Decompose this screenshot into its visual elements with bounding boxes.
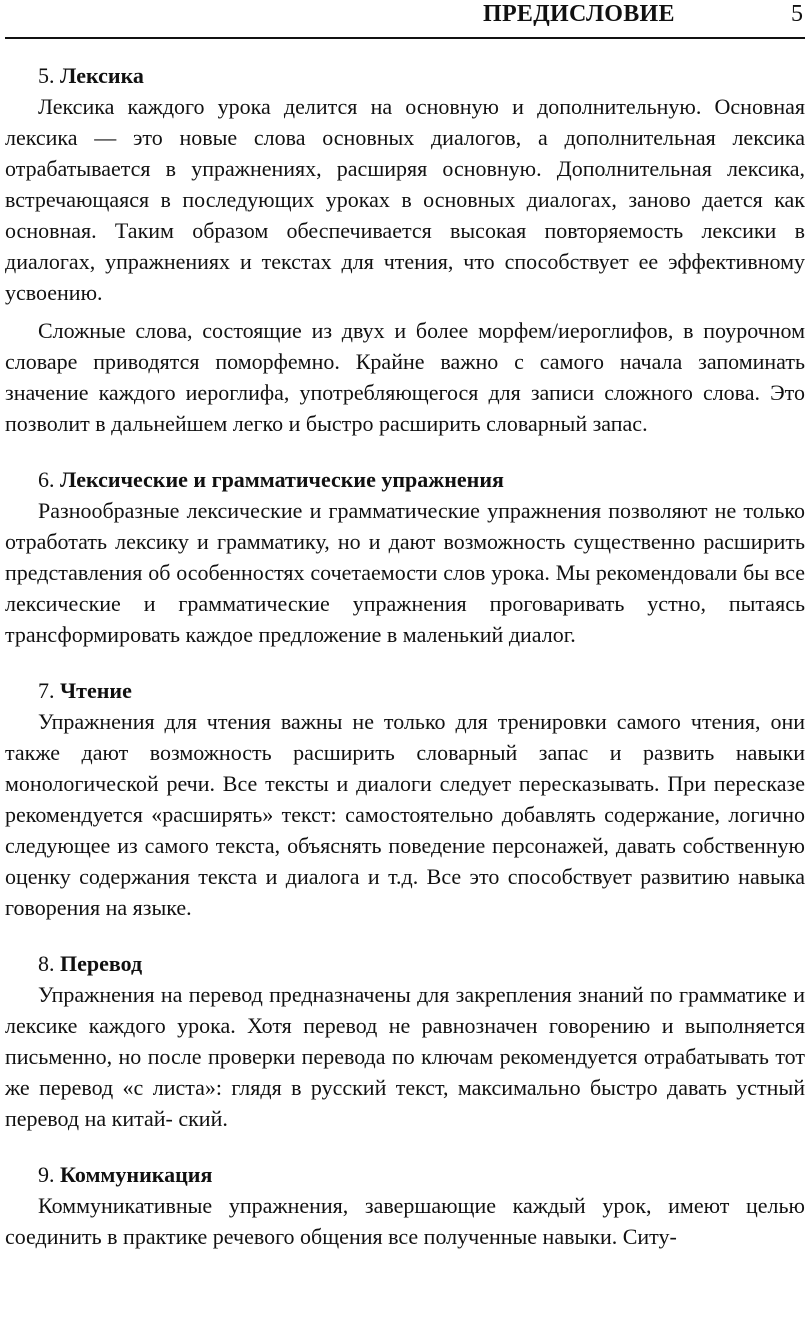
section-heading: [38, 1159, 805, 1190]
section-lexicon: [5, 60, 805, 439]
paragraph: Лексика каждого урока делится на основную и дополнительную. Основная лексика — это новые слова основных диалогов, а дополнительная лексика отрабатывается в упражнениях, расширяя основную. Дополнительная лексика, встречающаяся в последующих уроках в основных диалогах, заново дается как основная. Таким образом обеспечивается высокая повторяемость лексики в диалогах, упражнениях и текстах для чтения, что способствует ее эффективному усвоению.: [5, 94, 805, 305]
section-number: 8.: [38, 951, 55, 976]
section-title: Чтение: [60, 678, 132, 703]
running-header: [5, 0, 805, 39]
section-exercises: [5, 464, 805, 650]
section-heading: [38, 675, 805, 706]
running-header-title: ПРЕДИСЛОВИЕ: [483, 1, 675, 27]
paragraph: Упражнения для чтения важны не только для тренировки самого чтения, они также дают возможность расширить словарный запас и развить навыки монологической речи. Все тексты и диалоги следует пересказывать. При пересказе рекомендуется «расширять» текст: самостоятельно добавлять содержание, логично следующее из самого текста, объяснять поведение персонажей, давать собственную оценку содержания текста и диалога и т.д. Все это способствует развитию навыка говорения на языке.: [5, 709, 805, 920]
section-title: Лексические и грамматические упражнения: [60, 467, 504, 492]
section-heading: [38, 948, 805, 979]
section-number: 9.: [38, 1162, 55, 1187]
section-title: Лексика: [60, 63, 144, 88]
page-body: [5, 60, 805, 1277]
paragraph: Сложные слова, состоящие из двух и более морфем/иероглифов, в поурочном словаре приводятся поморфемно. Крайне важно с самого начала запоминать значение каждого иероглифа, употребляющегося для записи сложного слова. Это позволит в дальнейшем легко и быстро расширить словарный запас.: [5, 318, 805, 436]
page-number: 5: [791, 1, 803, 27]
section-communication: [5, 1159, 805, 1252]
section-number: 7.: [38, 678, 55, 703]
section-reading: [5, 675, 805, 923]
paragraph: Упражнения на перевод предназначены для закрепления знаний по грамматике и лексике каждого урока. Хотя перевод не равнозначен говорению и выполняется письменно, но после проверки перевода по ключам рекомендуется отрабатывать тот же перевод «с листа»: глядя в русский текст, максимально быстро давать устный перевод на китай- ский.: [5, 982, 805, 1131]
section-title: Коммуникация: [60, 1162, 213, 1187]
section-heading: [38, 464, 805, 495]
section-number: 5.: [38, 63, 55, 88]
section-translation: [5, 948, 805, 1134]
section-heading: [38, 60, 805, 91]
section-title: Перевод: [60, 951, 143, 976]
paragraph: Коммуникативные упражнения, завершающие каждый урок, имеют целью соединить в практике речевого общения все полученные навыки. Ситу-: [5, 1193, 805, 1249]
paragraph: Разнообразные лексические и грамматические упражнения позволяют не только отработать лексику и грамматику, но и дают возможность существенно расширить представления об особенностях сочетаемости слов урока. Мы рекомендовали бы все лексические и грамматические упражнения проговаривать устно, пытаясь трансформировать каждое предложение в маленький диалог.: [5, 498, 805, 647]
section-number: 6.: [38, 467, 55, 492]
